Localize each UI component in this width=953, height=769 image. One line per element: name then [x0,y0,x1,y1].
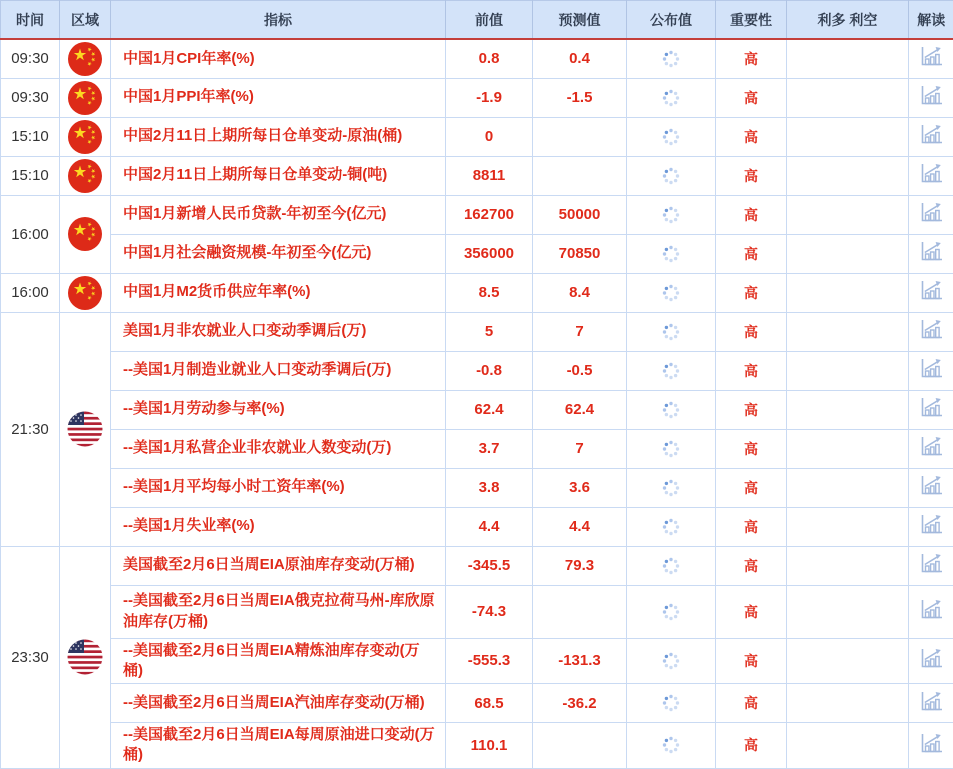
published-value-cell [627,78,716,117]
importance-badge: 高 [716,546,787,585]
loading-spinner-icon [661,205,681,225]
forecast-value: -131.3 [533,638,627,684]
importance-badge: 高 [716,78,787,117]
previous-value: -74.3 [446,585,533,638]
chart-detail-button[interactable] [918,200,944,224]
importance-badge: 高 [716,585,787,638]
importance-badge: 高 [716,638,787,684]
interpret-cell [909,507,953,546]
chart-detail-button[interactable] [918,689,944,713]
previous-value: -555.3 [446,638,533,684]
bull-bear-cell [787,273,909,312]
importance-badge: 高 [716,234,787,273]
indicator-cell: 中国2月11日上期所每日仓单变动-原油(桶) [111,117,446,156]
forecast-value: -36.2 [533,684,627,723]
bar-chart-arrow-icon [918,689,944,713]
loading-spinner-icon [661,244,681,264]
table-row [1,312,953,351]
previous-value: 68.5 [446,684,533,723]
bar-chart-arrow-icon [918,200,944,224]
chart-detail-button[interactable] [918,83,944,107]
us-flag-icon [67,639,103,675]
published-value-cell [627,234,716,273]
interpret-cell [909,156,953,195]
published-value-cell [627,273,716,312]
chart-detail-button[interactable] [918,473,944,497]
published-value-cell [627,312,716,351]
interpret-cell [909,546,953,585]
forecast-value: 3.6 [533,468,627,507]
column-header-importance: 重要性 [716,1,787,40]
column-header-time: 时间 [1,1,60,40]
published-value-cell [627,117,716,156]
loading-spinner-icon [661,602,681,622]
us-flag-icon [67,411,103,447]
forecast-value: 79.3 [533,546,627,585]
bar-chart-arrow-icon [918,356,944,380]
previous-value: 3.8 [446,468,533,507]
forecast-value: 50000 [533,195,627,234]
time-cell: 16:00 [1,195,60,273]
loading-spinner-icon [661,478,681,498]
interpret-cell [909,117,953,156]
indicator-cell: 中国1月M2货币供应年率(%) [111,273,446,312]
chart-detail-button[interactable] [918,434,944,458]
table-row [1,468,953,507]
forecast-value [533,723,627,769]
importance-badge: 高 [716,117,787,156]
importance-badge: 高 [716,39,787,78]
importance-badge: 高 [716,723,787,769]
table-row [1,39,953,78]
previous-value: -345.5 [446,546,533,585]
table-row [1,585,953,638]
time-cell: 21:30 [1,312,60,546]
indicator-cell: --美国1月劳动参与率(%) [111,390,446,429]
interpret-cell [909,351,953,390]
bar-chart-arrow-icon [918,512,944,536]
bar-chart-arrow-icon [918,551,944,575]
previous-value: -1.9 [446,78,533,117]
interpret-cell [909,39,953,78]
previous-value: 356000 [446,234,533,273]
indicator-cell: 中国2月11日上期所每日仓单变动-铜(吨) [111,156,446,195]
china-flag-icon [68,159,102,193]
interpret-cell [909,273,953,312]
loading-spinner-icon [661,735,681,755]
table-row [1,156,953,195]
interpret-cell [909,723,953,769]
forecast-value: -0.5 [533,351,627,390]
time-cell: 15:10 [1,156,60,195]
published-value-cell [627,585,716,638]
bar-chart-arrow-icon [918,239,944,263]
importance-badge: 高 [716,390,787,429]
forecast-value: 7 [533,429,627,468]
forecast-value: 62.4 [533,390,627,429]
published-value-cell [627,507,716,546]
forecast-value: 0.4 [533,39,627,78]
importance-badge: 高 [716,684,787,723]
column-header-indicator: 指标 [111,1,446,40]
forecast-value: -1.5 [533,78,627,117]
bar-chart-arrow-icon [918,44,944,68]
bull-bear-cell [787,351,909,390]
loading-spinner-icon [661,283,681,303]
loading-spinner-icon [661,166,681,186]
chart-detail-button[interactable] [918,646,944,670]
previous-value: 5 [446,312,533,351]
table-row [1,195,953,234]
interpret-cell [909,195,953,234]
loading-spinner-icon [661,400,681,420]
indicator-cell: --美国截至2月6日当周EIA俄克拉荷马州-库欣原油库存(万桶) [111,585,446,638]
previous-value: 4.4 [446,507,533,546]
previous-value: 8.5 [446,273,533,312]
table-row [1,234,953,273]
indicator-cell: 美国截至2月6日当周EIA原油库存变动(万桶) [111,546,446,585]
previous-value: 0.8 [446,39,533,78]
time-cell: 23:30 [1,546,60,768]
published-value-cell [627,351,716,390]
bar-chart-arrow-icon [918,597,944,621]
indicator-cell: --美国1月失业率(%) [111,507,446,546]
header-row [1,1,953,40]
bull-bear-cell [787,390,909,429]
column-header-forecast: 预测值 [533,1,627,40]
published-value-cell [627,195,716,234]
indicator-cell: --美国1月制造业就业人口变动季调后(万) [111,351,446,390]
chart-detail-button[interactable] [918,161,944,185]
bar-chart-arrow-icon [918,731,944,755]
china-flag-icon [68,42,102,76]
bull-bear-cell [787,468,909,507]
bar-chart-arrow-icon [918,473,944,497]
time-cell: 09:30 [1,78,60,117]
table-row [1,507,953,546]
region-cell [60,117,111,156]
table-row [1,351,953,390]
bull-bear-cell [787,234,909,273]
chart-detail-button[interactable] [918,597,944,621]
chart-detail-button[interactable] [918,731,944,755]
time-cell: 15:10 [1,117,60,156]
previous-value: -0.8 [446,351,533,390]
published-value-cell [627,156,716,195]
chart-detail-button[interactable] [918,239,944,263]
table-row [1,638,953,684]
published-value-cell [627,684,716,723]
bull-bear-cell [787,39,909,78]
interpret-cell [909,585,953,638]
time-cell: 09:30 [1,39,60,78]
column-header-published: 公布值 [627,1,716,40]
table-row [1,117,953,156]
indicator-cell: --美国截至2月6日当周EIA汽油库存变动(万桶) [111,684,446,723]
china-flag-icon [68,120,102,154]
column-header-previous: 前值 [446,1,533,40]
importance-badge: 高 [716,351,787,390]
chart-detail-button[interactable] [918,551,944,575]
chart-detail-button[interactable] [918,395,944,419]
bull-bear-cell [787,585,909,638]
column-header-bull-bear: 利多 利空 [787,1,909,40]
column-header-interpret: 解读 [909,1,953,40]
loading-spinner-icon [661,49,681,69]
forecast-value [533,585,627,638]
region-cell [60,195,111,273]
chart-detail-button[interactable] [918,356,944,380]
indicator-cell: 中国1月社会融资规模-年初至今(亿元) [111,234,446,273]
bull-bear-cell [787,723,909,769]
bull-bear-cell [787,78,909,117]
bar-chart-arrow-icon [918,122,944,146]
bull-bear-cell [787,312,909,351]
table-row [1,390,953,429]
region-cell [60,78,111,117]
loading-spinner-icon [661,693,681,713]
importance-badge: 高 [716,312,787,351]
loading-spinner-icon [661,88,681,108]
table-row [1,684,953,723]
previous-value: 8811 [446,156,533,195]
indicator-cell: 中国1月新增人民币贷款-年初至今(亿元) [111,195,446,234]
forecast-value: 70850 [533,234,627,273]
indicator-cell: --美国1月平均每小时工资年率(%) [111,468,446,507]
region-cell [60,156,111,195]
importance-badge: 高 [716,156,787,195]
bar-chart-arrow-icon [918,395,944,419]
bar-chart-arrow-icon [918,83,944,107]
bull-bear-cell [787,684,909,723]
chart-detail-button[interactable] [918,122,944,146]
bull-bear-cell [787,429,909,468]
bull-bear-cell [787,507,909,546]
table-row [1,429,953,468]
chart-detail-button[interactable] [918,512,944,536]
indicator-cell: 中国1月CPI年率(%) [111,39,446,78]
loading-spinner-icon [661,361,681,381]
interpret-cell [909,312,953,351]
chart-detail-button[interactable] [918,44,944,68]
published-value-cell [627,638,716,684]
indicator-cell: 美国1月非农就业人口变动季调后(万) [111,312,446,351]
bar-chart-arrow-icon [918,317,944,341]
interpret-cell [909,429,953,468]
bar-chart-arrow-icon [918,434,944,458]
indicator-cell: --美国截至2月6日当周EIA精炼油库存变动(万桶) [111,638,446,684]
previous-value: 0 [446,117,533,156]
forecast-value [533,156,627,195]
interpret-cell [909,390,953,429]
forecast-value: 8.4 [533,273,627,312]
table-row [1,723,953,769]
bull-bear-cell [787,195,909,234]
published-value-cell [627,723,716,769]
published-value-cell [627,468,716,507]
table-row [1,273,953,312]
interpret-cell [909,234,953,273]
region-cell [60,312,111,546]
chart-detail-button[interactable] [918,317,944,341]
time-cell: 16:00 [1,273,60,312]
table-row [1,546,953,585]
forecast-value [533,117,627,156]
bar-chart-arrow-icon [918,161,944,185]
chart-detail-button[interactable] [918,278,944,302]
indicator-cell: 中国1月PPI年率(%) [111,78,446,117]
bull-bear-cell [787,156,909,195]
interpret-cell [909,468,953,507]
interpret-cell [909,684,953,723]
interpret-cell [909,78,953,117]
column-header-region: 区域 [60,1,111,40]
indicator-cell: --美国1月私营企业非农就业人数变动(万) [111,429,446,468]
loading-spinner-icon [661,127,681,147]
importance-badge: 高 [716,429,787,468]
china-flag-icon [68,81,102,115]
region-cell [60,273,111,312]
loading-spinner-icon [661,439,681,459]
loading-spinner-icon [661,556,681,576]
bar-chart-arrow-icon [918,278,944,302]
china-flag-icon [68,276,102,310]
loading-spinner-icon [661,517,681,537]
forecast-value: 4.4 [533,507,627,546]
loading-spinner-icon [661,651,681,671]
interpret-cell [909,638,953,684]
published-value-cell [627,390,716,429]
bull-bear-cell [787,638,909,684]
published-value-cell [627,429,716,468]
previous-value: 62.4 [446,390,533,429]
bull-bear-cell [787,546,909,585]
previous-value: 110.1 [446,723,533,769]
previous-value: 162700 [446,195,533,234]
importance-badge: 高 [716,195,787,234]
importance-badge: 高 [716,273,787,312]
bull-bear-cell [787,117,909,156]
previous-value: 3.7 [446,429,533,468]
importance-badge: 高 [716,468,787,507]
bar-chart-arrow-icon [918,646,944,670]
china-flag-icon [68,217,102,251]
importance-badge: 高 [716,507,787,546]
region-cell [60,546,111,768]
table-row [1,78,953,117]
loading-spinner-icon [661,322,681,342]
forecast-value: 7 [533,312,627,351]
published-value-cell [627,546,716,585]
published-value-cell [627,39,716,78]
region-cell [60,39,111,78]
indicator-cell: --美国截至2月6日当周EIA每周原油进口变动(万桶) [111,723,446,769]
